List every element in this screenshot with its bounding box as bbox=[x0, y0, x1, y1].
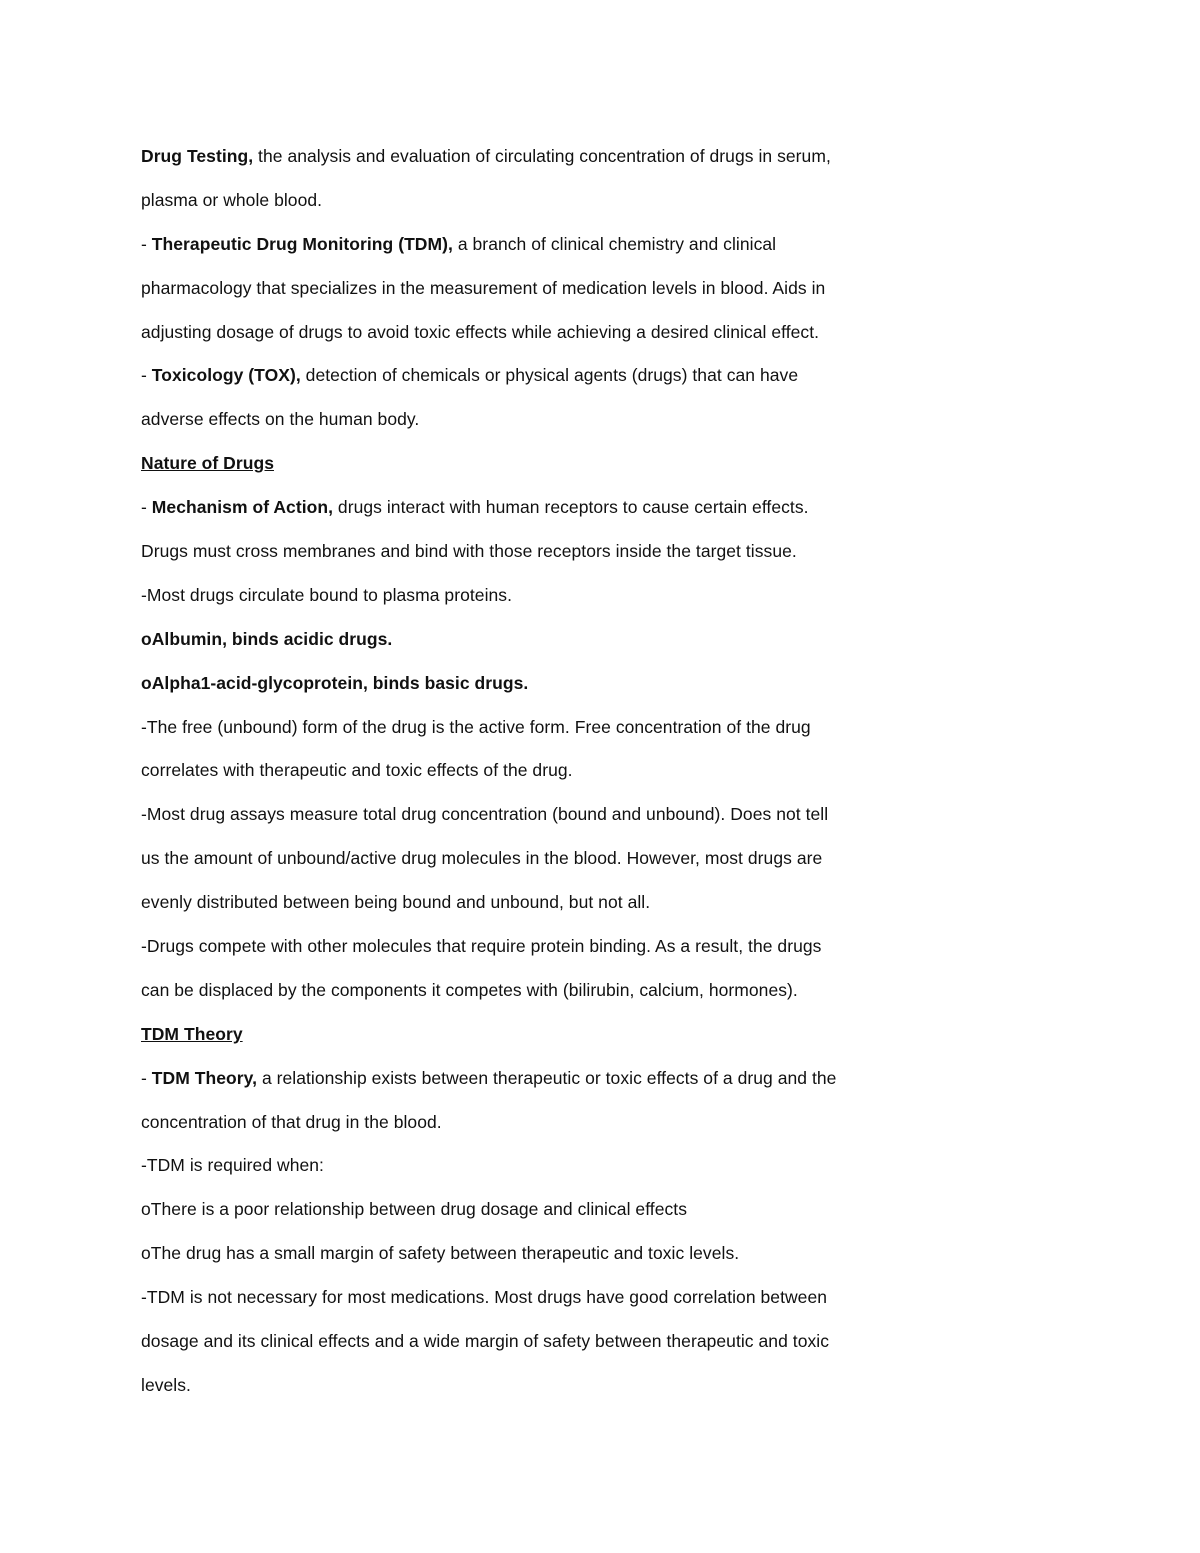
text-line bbox=[141, 1057, 941, 1101]
text-line bbox=[141, 1232, 941, 1276]
text-segment: - bbox=[141, 365, 152, 386]
text-segment: Drugs must cross membranes and bind with those receptors inside the target tissue. bbox=[141, 541, 797, 562]
text-line bbox=[141, 837, 941, 881]
text-segment: detection of chemicals or physical agents (drugs) that can have bbox=[300, 365, 799, 386]
text-segment: evenly distributed between being bound and unbound, but not all. bbox=[141, 892, 651, 913]
text-segment: - bbox=[141, 233, 152, 254]
text-line bbox=[141, 925, 941, 969]
text-segment: adverse effects on the human body. bbox=[141, 409, 420, 430]
text-line bbox=[141, 223, 941, 267]
text-line bbox=[141, 311, 941, 355]
text-segment: concentration of that drug in the blood. bbox=[141, 1111, 442, 1132]
document-body bbox=[141, 135, 941, 1408]
bold-term: TDM Theory, bbox=[151, 1067, 258, 1088]
text-segment: correlates with therapeutic and toxic effects of the drug. bbox=[141, 760, 573, 781]
text-segment: a branch of clinical chemistry and clinical bbox=[452, 233, 777, 254]
text-segment: -TDM is not necessary for most medications. Most drugs have good correlation between bbox=[141, 1287, 828, 1308]
text-segment: pharmacology that specializes in the measurement of medication levels in blood. Aids in bbox=[141, 277, 826, 298]
text-line bbox=[141, 1188, 941, 1232]
text-line bbox=[141, 354, 941, 398]
text-segment: adjusting dosage of drugs to avoid toxic effects while achieving a desired clinical effect. bbox=[141, 321, 820, 342]
text-line bbox=[141, 179, 941, 223]
text-line bbox=[141, 267, 941, 311]
text-line bbox=[141, 1101, 941, 1145]
text-segment: -TDM is required when: bbox=[141, 1155, 324, 1176]
text-line bbox=[141, 135, 941, 179]
bold-term: Toxicology (TOX), bbox=[151, 365, 301, 386]
text-segment: dosage and its clinical effects and a wide margin of safety between therapeutic and toxic bbox=[141, 1331, 830, 1352]
text-segment: drugs interact with human receptors to cause certain effects. bbox=[333, 497, 809, 518]
bold-term: Drug Testing, bbox=[141, 146, 254, 166]
text-segment: us the amount of unbound/active drug molecules in the blood. However, most drugs are bbox=[141, 848, 823, 869]
text-segment: - bbox=[141, 1067, 152, 1088]
text-line bbox=[141, 1013, 941, 1057]
bold-term: Mechanism of Action, bbox=[151, 497, 334, 518]
text-line bbox=[141, 706, 941, 750]
text-line bbox=[141, 398, 941, 442]
text-segment: oThe drug has a small margin of safety between therapeutic and toxic levels. bbox=[141, 1243, 740, 1264]
text-segment: oThere is a poor relationship between drug dosage and clinical effects bbox=[141, 1199, 688, 1220]
text-line bbox=[141, 881, 941, 925]
text-segment: plasma or whole blood. bbox=[141, 189, 323, 210]
text-segment: can be displaced by the components it competes with (bilirubin, calcium, hormones). bbox=[141, 979, 798, 1000]
text-segment: - bbox=[141, 497, 152, 518]
text-segment: a relationship exists between therapeutic or toxic effects of a drug and the bbox=[257, 1067, 837, 1088]
text-line bbox=[141, 662, 941, 706]
text-segment: -The free (unbound) form of the drug is the active form. Free concentration of the drug bbox=[141, 716, 811, 737]
text-line bbox=[141, 793, 941, 837]
text-line bbox=[141, 1320, 941, 1364]
text-line bbox=[141, 969, 941, 1013]
text-line bbox=[141, 574, 941, 618]
text-line bbox=[141, 486, 941, 530]
bold-term: oAlbumin, binds acidic drugs. bbox=[141, 628, 393, 649]
text-segment: the analysis and evaluation of circulating concentration of drugs in serum, bbox=[253, 146, 831, 166]
text-line bbox=[141, 618, 941, 662]
text-line bbox=[141, 1144, 941, 1188]
bold-term: oAlpha1-acid-glycoprotein, binds basic drugs. bbox=[141, 672, 529, 693]
text-segment: -Most drug assays measure total drug concentration (bound and unbound). Does not tell bbox=[141, 804, 829, 825]
text-line bbox=[141, 530, 941, 574]
text-line bbox=[141, 1364, 941, 1408]
text-segment: -Drugs compete with other molecules that require protein binding. As a result, the drugs bbox=[141, 936, 822, 957]
bold-term: Therapeutic Drug Monitoring (TDM), bbox=[151, 233, 453, 254]
text-segment: levels. bbox=[141, 1374, 191, 1395]
section-heading: Nature of Drugs bbox=[141, 453, 274, 474]
text-segment: -Most drugs circulate bound to plasma proteins. bbox=[141, 584, 513, 605]
text-line bbox=[141, 749, 941, 793]
text-line bbox=[141, 1276, 941, 1320]
text-line bbox=[141, 442, 941, 486]
section-heading: TDM Theory bbox=[141, 1023, 243, 1044]
